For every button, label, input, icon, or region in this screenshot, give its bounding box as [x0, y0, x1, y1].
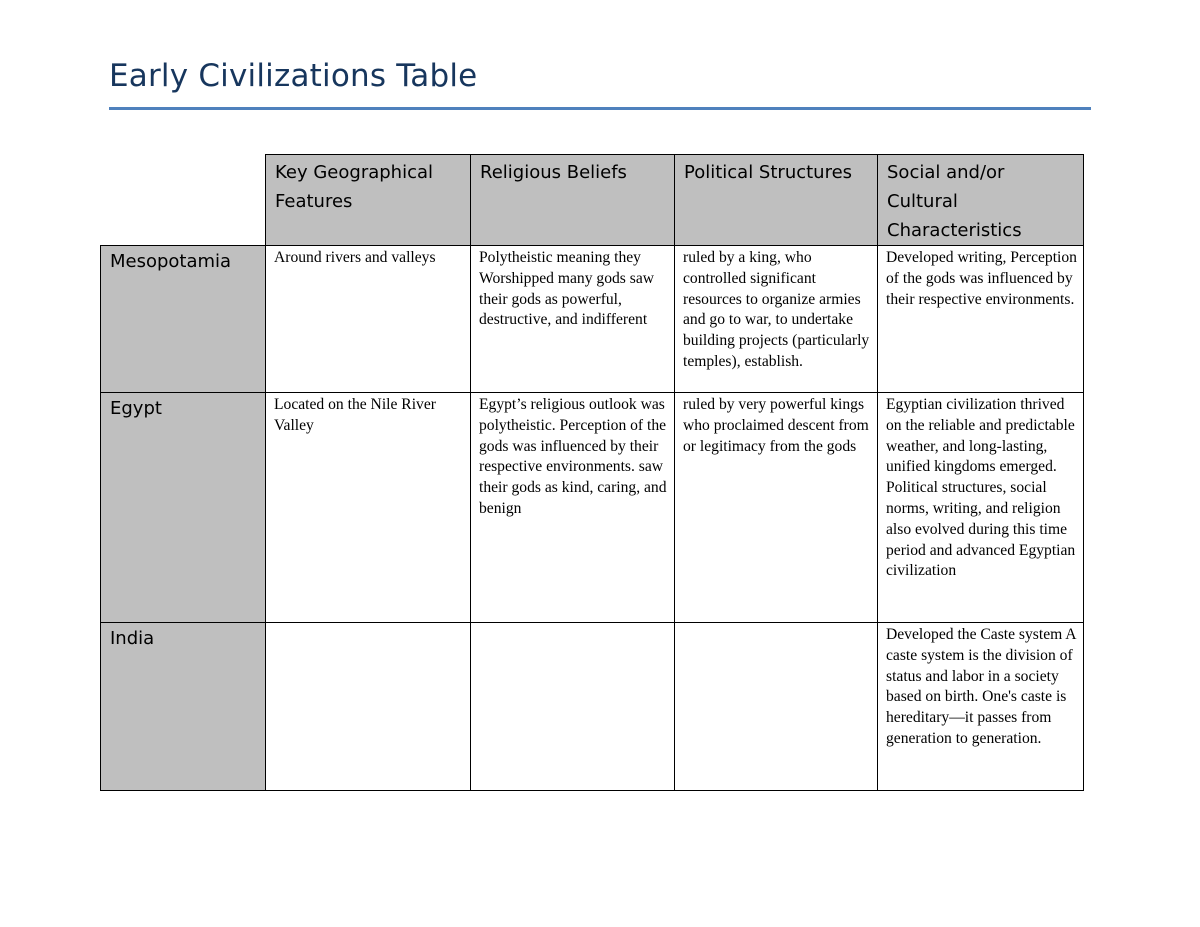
cell-text: Located on the Nile River Valley — [274, 396, 436, 434]
title-divider — [109, 107, 1091, 110]
row-label — [101, 393, 266, 623]
cell-religion — [471, 623, 675, 791]
cell-social — [878, 393, 1084, 623]
row-label-text: India — [110, 628, 155, 649]
page-title: Early Civilizations Table — [109, 58, 478, 94]
cell-social — [878, 246, 1084, 393]
cell-text: Polytheistic meaning they Worshipped many gods saw their gods as powerful, destructive, and indifferent — [479, 249, 655, 329]
cell-text: Egyptian civilization thrived on the reliable and predictable weather, and long-lasting, unified kingdoms emerged. Political structures, social norms, writing, and religion also evolved during this time period and advanced Egyptian civilization — [886, 396, 1076, 580]
header-label: Political Structures — [684, 162, 853, 183]
civilizations-table — [100, 154, 1084, 791]
table-row-mesopotamia — [101, 246, 1084, 393]
cell-text: Developed the Caste system A caste system is the division of status and labor in a society based on birth. One's caste is hereditary—it passes from generation to generation. — [886, 626, 1076, 747]
row-label — [101, 623, 266, 791]
cell-religion — [471, 246, 675, 393]
header-social — [878, 155, 1084, 246]
cell-politics — [675, 246, 878, 393]
table-row-india — [101, 623, 1084, 791]
cell-text — [266, 623, 470, 625]
cell-text: ruled by very powerful kings who proclaimed descent from or legitimacy from the gods — [683, 396, 869, 455]
row-label-text: Mesopotamia — [110, 251, 232, 272]
row-label-text: Egypt — [110, 398, 162, 419]
cell-text — [471, 623, 674, 625]
cell-geography — [266, 623, 471, 791]
cell-geography — [266, 393, 471, 623]
header-geography — [266, 155, 471, 246]
cell-politics — [675, 623, 878, 791]
header-religion — [471, 155, 675, 246]
cell-geography — [266, 246, 471, 393]
header-label: Religious Beliefs — [480, 162, 627, 183]
header-politics — [675, 155, 878, 246]
cell-text: Egypt’s religious outlook was polytheistic. Perception of the gods was influenced by their respective environments. saw their gods as kind, caring, and benign — [479, 396, 667, 517]
cell-religion — [471, 393, 675, 623]
header-label: Key Geographical Features — [275, 162, 434, 212]
cell-text: Developed writing, Perception of the gods was influenced by their respective environments. — [886, 249, 1077, 308]
cell-text — [675, 623, 877, 625]
table-row-egypt — [101, 393, 1084, 623]
cell-politics — [675, 393, 878, 623]
header-label: Social and/or Cultural Characteristics — [887, 162, 1022, 241]
corner-cell — [101, 155, 266, 246]
cell-text: Around rivers and valleys — [274, 249, 436, 266]
cell-social — [878, 623, 1084, 791]
row-label — [101, 246, 266, 393]
cell-text: ruled by a king, who controlled significant resources to organize armies and go to war, to undertake building projects (particularly temples), establish. — [683, 249, 870, 370]
header-row — [101, 155, 1084, 246]
